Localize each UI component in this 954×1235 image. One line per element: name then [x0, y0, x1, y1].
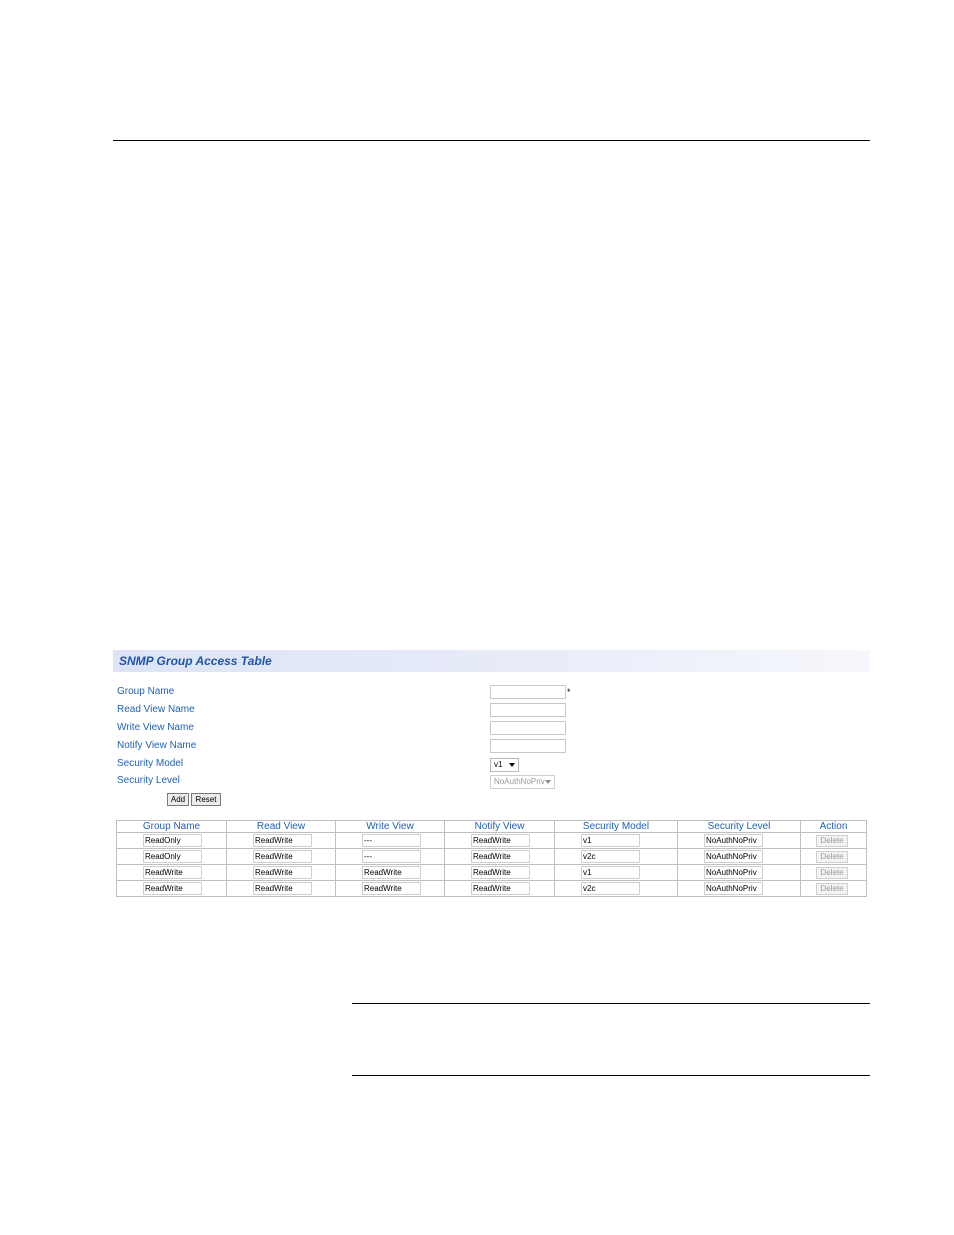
chevron-down-icon [509, 763, 515, 767]
col-write-view: Write View [336, 821, 445, 833]
security-level-cell[interactable]: NoAuthNoPriv [704, 866, 763, 879]
table-row [117, 865, 867, 881]
write-view-cell[interactable]: ReadWrite [362, 882, 421, 895]
chevron-down-icon [545, 780, 551, 784]
header-rule [113, 140, 870, 141]
snmp-group-access-panel [113, 650, 870, 910]
notify-view-cell[interactable]: ReadWrite [471, 882, 530, 895]
security-model-label: Security Model [117, 758, 184, 769]
security-model-cell[interactable]: v2c [581, 882, 640, 895]
security-level-value: NoAuthNoPriv [494, 777, 545, 786]
security-level-label: Security Level [117, 775, 180, 786]
notify-view-cell[interactable]: ReadWrite [471, 866, 530, 879]
group-name-label: Group Name [117, 686, 175, 697]
security-model-value: v1 [494, 760, 503, 769]
delete-button[interactable]: Delete [816, 835, 848, 847]
write-view-cell[interactable]: --- [362, 834, 421, 847]
write-view-label: Write View Name [117, 722, 194, 733]
col-notify-view: Notify View [445, 821, 555, 833]
required-marker: * [567, 687, 571, 697]
security-level-cell[interactable]: NoAuthNoPriv [704, 882, 763, 895]
delete-button[interactable]: Delete [816, 851, 848, 863]
col-group-name: Group Name [117, 821, 227, 833]
group-name-cell[interactable]: ReadOnly [143, 850, 202, 863]
delete-button[interactable]: Delete [816, 883, 848, 895]
note-rule-bottom [352, 1075, 870, 1076]
write-view-input[interactable] [490, 721, 566, 735]
read-view-label: Read View Name [117, 704, 195, 715]
read-view-cell[interactable]: ReadWrite [253, 850, 312, 863]
security-model-cell[interactable]: v1 [581, 866, 640, 879]
security-model-select[interactable] [490, 758, 519, 772]
table-header-row [117, 821, 867, 833]
notify-view-input[interactable] [490, 739, 566, 753]
group-access-table [116, 820, 867, 897]
security-level-cell[interactable]: NoAuthNoPriv [704, 834, 763, 847]
add-button[interactable]: Add [167, 793, 189, 806]
group-name-input[interactable] [490, 685, 566, 699]
notify-view-cell[interactable]: ReadWrite [471, 850, 530, 863]
table-row [117, 881, 867, 897]
read-view-cell[interactable]: ReadWrite [253, 866, 312, 879]
col-security-model: Security Model [555, 821, 678, 833]
group-name-cell[interactable]: ReadWrite [143, 882, 202, 895]
table-row [117, 833, 867, 849]
read-view-cell[interactable]: ReadWrite [253, 834, 312, 847]
table-row [117, 849, 867, 865]
security-model-cell[interactable]: v1 [581, 834, 640, 847]
notify-view-label: Notify View Name [117, 740, 197, 751]
read-view-cell[interactable]: ReadWrite [253, 882, 312, 895]
panel-title-bar [113, 650, 870, 672]
write-view-cell[interactable]: ReadWrite [362, 866, 421, 879]
read-view-input[interactable] [490, 703, 566, 717]
security-level-cell[interactable]: NoAuthNoPriv [704, 850, 763, 863]
group-name-cell[interactable]: ReadWrite [143, 866, 202, 879]
security-model-cell[interactable]: v2c [581, 850, 640, 863]
notify-view-cell[interactable]: ReadWrite [471, 834, 530, 847]
delete-button[interactable]: Delete [816, 867, 848, 879]
reset-button[interactable]: Reset [191, 793, 221, 806]
note-rule-top [352, 1003, 870, 1004]
panel-title: SNMP Group Access Table [119, 654, 272, 668]
group-name-cell[interactable]: ReadOnly [143, 834, 202, 847]
col-action: Action [801, 821, 867, 833]
security-level-select[interactable] [490, 775, 555, 789]
write-view-cell[interactable]: --- [362, 850, 421, 863]
col-read-view: Read View [227, 821, 336, 833]
col-security-level: Security Level [678, 821, 801, 833]
